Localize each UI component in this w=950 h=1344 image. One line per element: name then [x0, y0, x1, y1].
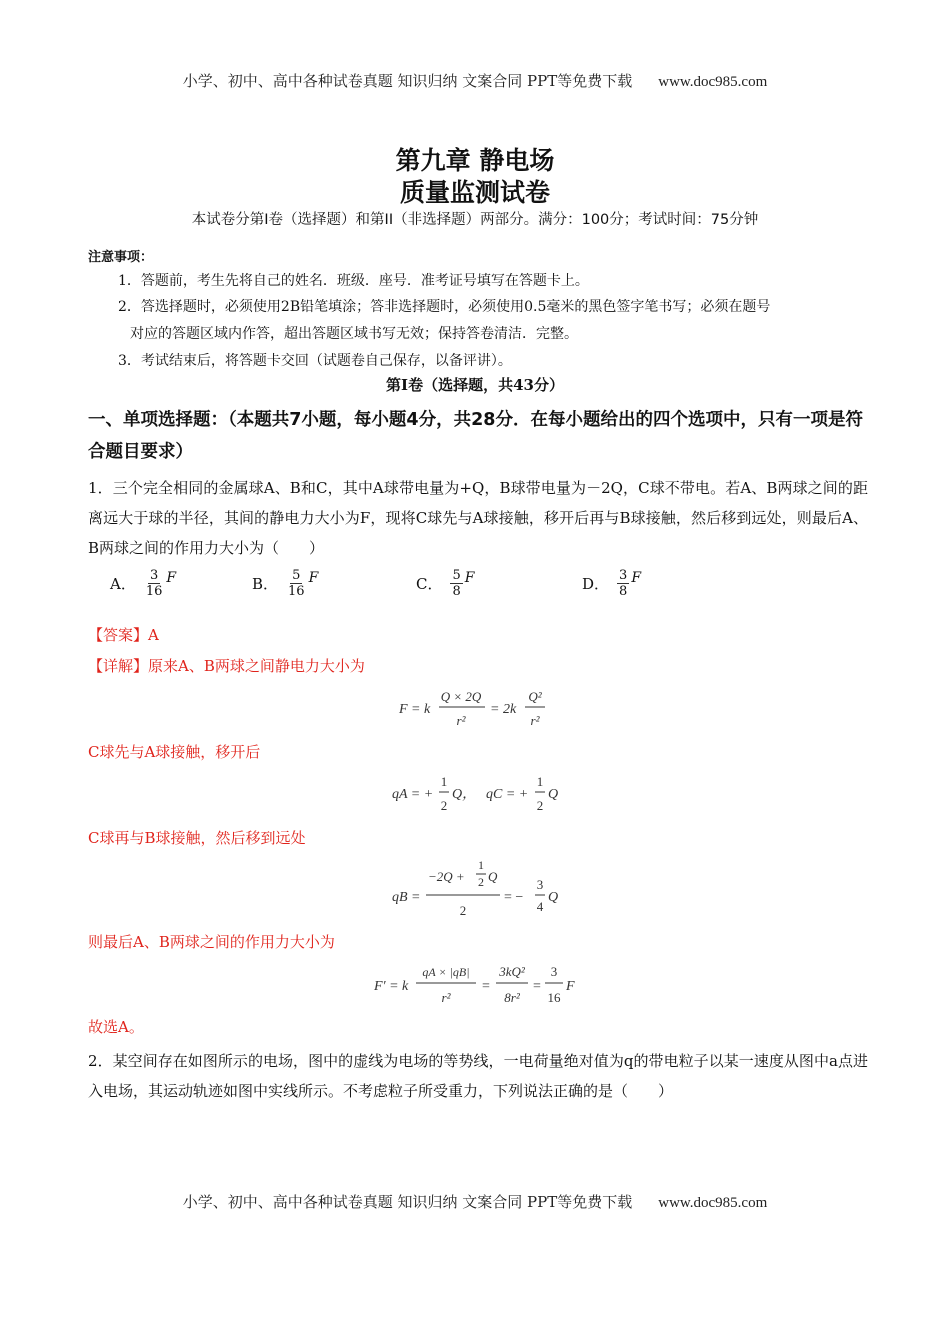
option-c: [416, 568, 474, 599]
notice-item-1: 1．答题前，考生先将自己的姓名．班级．座号．准考证号填写在答题卡上。: [118, 273, 589, 289]
fraction-numerator: 5: [292, 568, 301, 583]
option-label: B．: [252, 575, 279, 593]
option-fraction: [617, 568, 629, 599]
formula-charge-b: [390, 855, 565, 920]
notice-heading: 注意事项：: [88, 250, 154, 265]
header-url[interactable]: www.doc985.com: [658, 74, 768, 90]
option-a: [110, 568, 176, 599]
formula-text: 2: [536, 798, 544, 813]
formula-text: 2: [459, 903, 467, 918]
formula-text: −2Q +: [428, 869, 465, 884]
formula-text: =: [533, 979, 541, 994]
formula-text: r²: [441, 990, 451, 1005]
step-3: 则最后A、B两球之间的作用力大小为: [88, 933, 335, 951]
option-fraction: [450, 568, 462, 599]
formula-text: 2: [440, 798, 448, 813]
formula-text: 1: [536, 774, 544, 789]
footer-text: 小学、初中、高中各种试卷真题 知识归纳 文案合同 PPT等免费下载: [182, 1193, 633, 1211]
option-b: [252, 568, 318, 599]
formula-text: qA = +: [392, 787, 434, 802]
step-1: C球先与A球接触，移开后: [88, 743, 261, 761]
formula-text: =: [482, 979, 490, 994]
formula-text: 16: [547, 990, 561, 1005]
fraction-denominator: 8: [619, 584, 628, 599]
option-variable: F: [631, 569, 642, 586]
option-variable: F: [464, 569, 475, 586]
option-d: [582, 568, 641, 599]
fraction-denominator: 8: [452, 584, 461, 599]
page-footer: [0, 1191, 950, 1212]
page-title: 第九章 静电场: [395, 146, 555, 175]
answer-line: 【答案】A: [88, 626, 159, 644]
formula-text: Q: [548, 787, 559, 802]
fraction-numerator: 3: [149, 568, 159, 583]
notice-item-3: 3．考试结束后，将答题卡交回（试题卷自己保存，以备评讲）。: [118, 353, 512, 369]
option-variable: F: [166, 569, 177, 586]
notice-item-2-line2: 对应的答题区域内作答，超出答题区域书写无效；保持答卷清洁．完整。: [130, 326, 578, 342]
header-text: 小学、初中、高中各种试卷真题 知识归纳 文案合同 PPT等免费下载: [182, 72, 633, 90]
fraction-denominator: 16: [288, 584, 305, 599]
formula-force-original: [395, 685, 565, 730]
formula-text: qC = +: [486, 787, 529, 802]
formula-text: qA × |qB|: [422, 965, 470, 979]
formula-text: 8r²: [504, 990, 520, 1005]
page-subtitle-title: 质量监测试卷: [399, 178, 550, 207]
notice-item-2: [118, 294, 873, 348]
formula-text: F = k: [399, 702, 431, 717]
fraction-denominator: 16: [145, 584, 163, 599]
option-fraction: [144, 568, 165, 599]
formula-text: F: [566, 979, 575, 994]
formula-text: 4: [536, 899, 544, 914]
fraction-numerator: 3: [619, 568, 628, 583]
option-label: D．: [582, 575, 610, 593]
option-label: A．: [110, 575, 136, 593]
question-2: 2．某空间存在如图所示的电场，图中的虚线为电场的等势线，一电荷量绝对值为q的带电粒子以某一速度从图中a点进入电场，其运动轨迹如图中实线所示。不考虑粒子所受重力，下列说法正确的是（ ）: [88, 1052, 868, 1100]
formula-text: 1: [478, 858, 484, 872]
part-heading: 一、单项选择题：（本题共7小题，每小题4分，共28分．在每小题给出的四个选项中，只有一项是符合题目要求）: [88, 410, 863, 462]
step-2: C球再与B球接触，然后移到远处: [88, 829, 306, 847]
formula-text: 1: [440, 774, 448, 789]
formula-text: Q: [548, 890, 559, 905]
formula-text: 3: [550, 964, 558, 979]
formula-text: 3kQ²: [499, 964, 525, 979]
option-label: C．: [416, 575, 443, 593]
section-heading: 第Ⅰ卷（选择题，共43分）: [386, 376, 564, 394]
notice-item-2-line1: 2．答选择题时，必须使用2B铅笔填涂；答非选择题时，必须使用0.5毫米的黑色签字笔书写；必须在题号: [118, 299, 771, 315]
formula-force-final: [372, 960, 582, 1010]
formula-text: qB =: [392, 890, 421, 905]
formula-text: F′ = k: [374, 979, 409, 994]
formula-text: Q × 2Q: [440, 689, 482, 704]
exam-info: 本试卷分第I卷（选择题）和第II（非选择题）两部分。满分：100分；考试时间：75分钟: [191, 212, 759, 228]
option-variable: F: [308, 569, 319, 586]
formula-charge-ac: [390, 770, 570, 815]
footer-url[interactable]: www.doc985.com: [658, 1195, 768, 1211]
detail-line: 【详解】原来A、B两球之间静电力大小为: [88, 657, 365, 675]
formula-text: = −: [504, 890, 524, 905]
formula-text: 2: [478, 875, 484, 889]
formula-text: 3: [536, 877, 544, 892]
formula-text: r²: [456, 713, 466, 728]
conclusion: 故选A。: [88, 1018, 144, 1036]
formula-text: r²: [530, 713, 540, 728]
fraction-numerator: 5: [452, 568, 461, 583]
formula-text: = 2k: [490, 702, 517, 717]
formula-text: Q: [488, 869, 498, 884]
page-header: [0, 70, 950, 91]
formula-text: Q，: [452, 787, 477, 802]
question-1: 1．三个完全相同的金属球A、B和C，其中A球带电量为+Q，B球带电量为－2Q，C球不带电。若A、B两球之间的距离远大于球的半径，其间的静电力大小为F，现将C球先与A球接触，移开后再与B球接触，然后移到远处，则最后A、B两球之间的作用力大小为（ ）: [88, 479, 868, 557]
option-fraction: [286, 568, 307, 599]
formula-text: Q²: [528, 689, 542, 704]
